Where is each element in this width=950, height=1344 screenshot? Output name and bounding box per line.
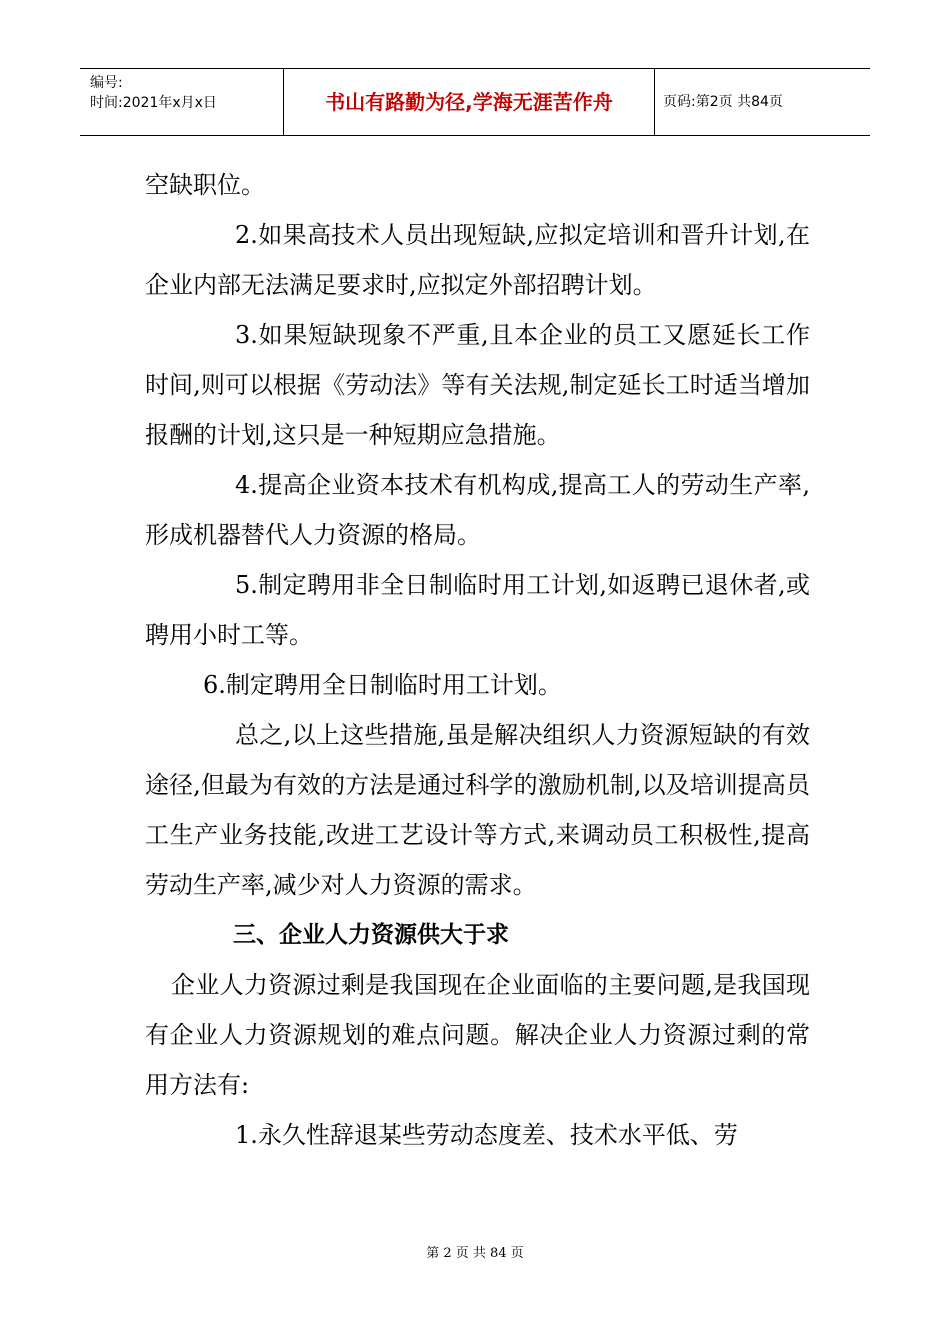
paragraph-5: 5.制定聘用非全日制临时用工计划,如返聘已退休者,或聘用小时工等。	[145, 571, 810, 649]
page-footer: 第 2 页 共 84 页	[426, 1246, 524, 1261]
paragraph-3: 3.如果短缺现象不严重,且本企业的员工又愿延长工作时间,则可以根据《劳动法》等有关法规,制定延长工时适当增加报酬的计划,这只是一种短期应急措施。	[145, 321, 810, 449]
paragraph-6: 6.制定聘用全日制临时用工计划。	[203, 671, 562, 699]
paragraph-1: 空缺职位。	[145, 171, 265, 199]
page-header	[80, 68, 870, 136]
header-meta	[80, 69, 283, 135]
document-body	[145, 160, 810, 1160]
document-time-label: 时间:2021年x月x日	[90, 95, 217, 111]
paragraph-section-intro: 企业人力资源过剩是我国现在企业面临的主要问题,是我国现有企业人力资源规划的难点问题。解决企业人力资源过剩的常用方法有:	[145, 971, 810, 1099]
paragraph-2: 2.如果高技术人员出现短缺,应拟定培训和晋升计划,在企业内部无法满足要求时,应拟定外部招聘计划。	[145, 221, 810, 299]
paragraph-4: 4.提高企业资本技术有机构成,提高工人的劳动生产率,形成机器替代人力资源的格局。	[145, 471, 810, 549]
section-heading: 三、企业人力资源供大于求	[233, 922, 509, 948]
document-number-label: 编号:	[90, 75, 123, 91]
paragraph-summary: 总之,以上这些措施,虽是解决组织人力资源短缺的有效途径,但最为有效的方法是通过科学的激励机制,以及培训提高员工生产业务技能,改进工艺设计等方式,来调动员工积极性,提高劳动生产率,减少对人力资源的需求。	[145, 721, 810, 899]
header-motto: 书山有路勤为径,学海无涯苦作舟	[283, 69, 655, 135]
header-page-info: 页码:第2页 共84页	[663, 94, 783, 110]
paragraph-list-1: 1.永久性辞退某些劳动态度差、技术水平低、劳	[235, 1121, 738, 1149]
